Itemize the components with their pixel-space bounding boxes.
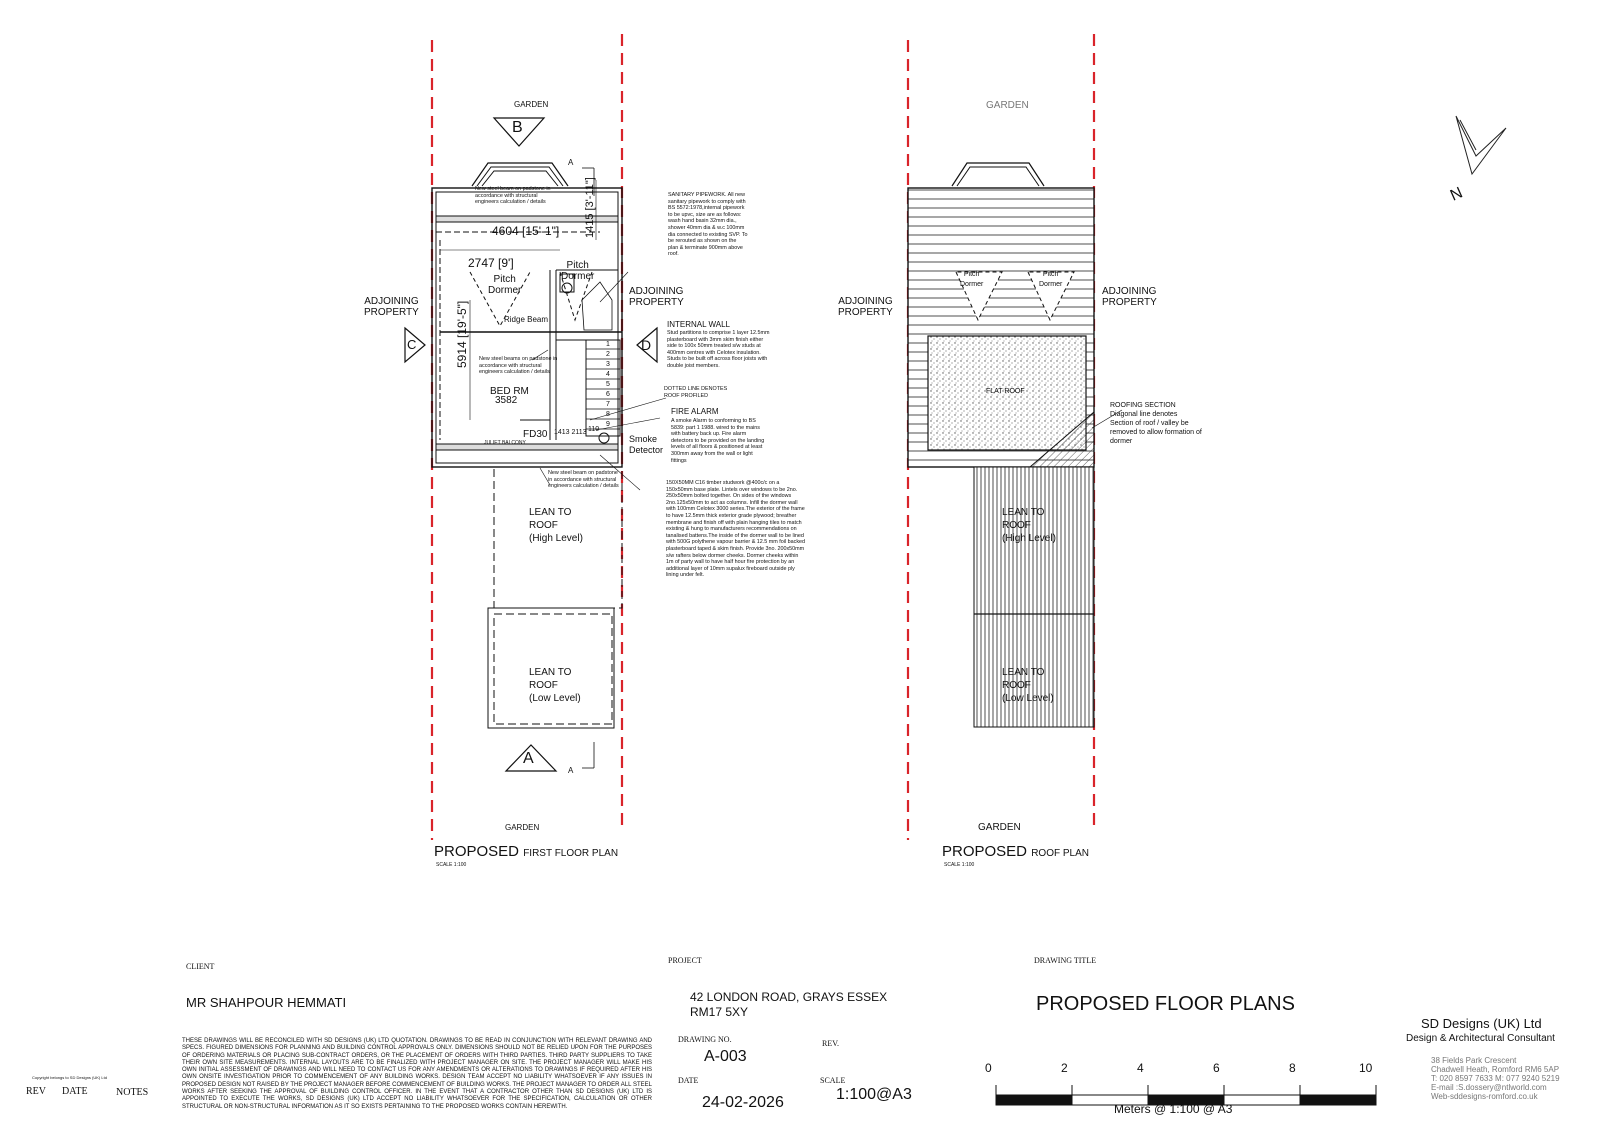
lean-to-roof-low-2: LEAN TO ROOF (Low Level) <box>1002 667 1054 704</box>
steel-beam-note-mid: New steel beams on padstone in accordance with structural engineers calculation / details <box>479 356 558 376</box>
scale-tick-0: 0 <box>985 1061 992 1075</box>
north-arrow-icon: N <box>1447 184 1466 205</box>
revision-column-rev: REV <box>26 1086 46 1097</box>
plan1-scale: SCALE 1:100 <box>436 862 467 868</box>
section-line-label-top: A <box>568 158 574 167</box>
pitch-dormer-left: Pitch Dormer <box>488 274 522 296</box>
roof-pitch-dormer-left: Pitch Dormer <box>960 271 984 288</box>
roofing-section-title: ROOFING SECTION <box>1110 402 1176 409</box>
drawing-title-label: DRAWING TITLE <box>1034 956 1097 965</box>
lean-to-roof-high-2: LEAN TO ROOF (High Level) <box>1002 507 1056 544</box>
section-marker-c: C <box>407 337 417 352</box>
scale-label: SCALE <box>820 1076 846 1085</box>
scale-tick-2: 2 <box>1061 1061 1068 1075</box>
fire-alarm-title: FIRE ALARM <box>671 407 719 416</box>
copyright-note: Copyright belongs to SD Designs (UK) Ltd <box>32 1075 107 1080</box>
dimension-depth: 5914 [19'-5"] <box>455 300 469 368</box>
roof-adjoining-left: ADJOINING PROPERTY <box>838 296 893 318</box>
steel-beam-note-bottom: New steel beam on padstone in accordance with structural engineers calculation / details <box>548 470 619 490</box>
rev-label: REV. <box>822 1039 839 1048</box>
bedroom-dimension: 3582 <box>495 395 518 406</box>
revision-column-notes: NOTES <box>116 1087 149 1098</box>
juliet-balcony-label: JULIET BALCONY <box>484 440 526 446</box>
stair-dimensions: 1413 2113 <box>554 429 587 436</box>
fire-alarm-note: A smoke Alarm to conforming to BS 5839: part 1 1988. wired to the mains with battery back up. Fire alarm detectors to be provided on the landing levels of all floors & positioned at least 300mm away from the wall or light fittings <box>671 418 765 464</box>
scale-tick-4: 4 <box>1137 1061 1144 1075</box>
fire-door-label: FD30 <box>523 429 548 440</box>
garden-label-bottom: GARDEN <box>505 823 540 832</box>
project-address: 42 LONDON ROAD, GRAYS ESSEX RM17 5XY <box>690 990 888 1019</box>
scale-tick-10: 10 <box>1359 1061 1373 1075</box>
bedroom-label: BED RM <box>490 386 529 397</box>
scale-bar-label: Meters @ 1:100 @ A3 <box>1114 1102 1233 1116</box>
section-marker-d: D <box>641 337 652 353</box>
stair-dimension-short: 110 <box>588 426 600 433</box>
garden-label-top: GARDEN <box>514 100 549 109</box>
north-arrow-lines <box>1456 116 1506 174</box>
stair-step-numbers: 1 2 3 4 5 6 7 8 9 <box>606 341 610 428</box>
sanitary-pipework-note: SANITARY PIPEWORK. All new sanitary pipework to comply with BS 5572:1978,internal pipework to be upvc, size are as follows: wash hand basin 32mm dia., shower 40mm dia & w.c 100mm dia connected to existing SVP. To be rerouted as shown on the plan & terminate 900mm above roof. <box>668 192 748 258</box>
roofing-section-note: Diagonal line denotes Section of roof / valley be removed to allow formation of dormer <box>1110 411 1202 445</box>
company-tagline: Design & Architectural Consultant <box>1406 1033 1555 1044</box>
client-label: CLIENT <box>186 962 215 971</box>
dimension-width: 4604 [15'-1"] <box>492 224 560 238</box>
scale-tick-6: 6 <box>1213 1061 1220 1075</box>
plan2-scale: SCALE 1:100 <box>944 862 975 868</box>
drawing-date: 24-02-2026 <box>702 1094 784 1111</box>
scale-tick-8: 8 <box>1289 1061 1296 1075</box>
section-line-label-bottom: A <box>568 766 574 775</box>
internal-wall-title: INTERNAL WALL <box>667 320 730 329</box>
ridge-beam-label: Ridge Beam <box>504 315 549 324</box>
company-name: SD Designs (UK) Ltd <box>1421 1016 1542 1031</box>
internal-wall-note: Stud partitions to comprise 1 layer 12.5mm plasterboard with 3mm skim finish either side to 100x 50mm treated s/w studs at 400mm centres with Celotex insulation. Studs to be built off across floor joists with double joist members. <box>667 330 770 369</box>
smoke-detector-label: Smoke Detector <box>629 434 664 455</box>
roof-garden-label-bottom: GARDEN <box>978 822 1021 833</box>
lean-to-roof-high-1: LEAN TO ROOF (High Level) <box>529 507 583 544</box>
plan2-title: PROPOSED ROOF PLAN <box>942 843 1089 860</box>
adjoining-property-right: ADJOINING PROPERTY <box>629 286 684 308</box>
drawing-no-label: DRAWING NO. <box>678 1035 732 1044</box>
pitch-dormer-right: Pitch Dormer <box>561 260 595 282</box>
plan1-title: PROPOSED FIRST FLOOR PLAN <box>434 843 619 860</box>
dimension-right: 1415 [3'-11"] <box>584 177 596 238</box>
section-marker-b: B <box>512 119 523 136</box>
revision-column-date: DATE <box>62 1086 88 1097</box>
adjoining-property-left: ADJOINING PROPERTY <box>364 296 419 318</box>
flat-roof-label: FLAT ROOF <box>986 388 1025 395</box>
roof-garden-label-top: GARDEN <box>986 100 1029 111</box>
drawing-scale: 1:100@A3 <box>836 1086 912 1103</box>
dotted-line-note: DOTTED LINE DENOTES ROOF PROFILED <box>664 386 728 399</box>
section-marker-a: A <box>523 750 534 767</box>
roof-adjoining-right: ADJOINING PROPERTY <box>1102 286 1157 308</box>
roof-pitch-dormer-right: Pitch Dormer <box>1039 271 1063 288</box>
lean-to-roof-low-1: LEAN TO ROOF (Low Level) <box>529 667 581 704</box>
dimension-inner: 2747 [9'] <box>468 256 514 270</box>
disclaimer-text: THESE DRAWINGS WILL BE RECONCILED WITH SD DESIGNS (UK) LTD QUOTATION. DRAWINGS TO BE READ IN CONJUNCTION WITH RELEVANT DRAWING AND SPECS. FIGURED DIMENSIONS FOR PLANNING AND BUILDING CONTROL APPROVALS ONLY. DIMENSIONS SHOULD NOT BE RELIED UPON FOR THE PURPOSES OF ORDERING MATERIALS OR PLACING SUB-CONTRACT ORDERS, OR THE PLACEMENT OF ORDERS WITH THIRD PARTIES. THIRD PARTY SUPPLIERS TO TAKE THEIR OWN SITE MEASUREMENTS. INTERNAL LAYOUTS ARE TO BE FINALIZED WITH PROJECT MANAGER ON SITE. THE PROJECT MANAGER WILL MAKE HIS OWN INITIAL ASSESSMENT OF DRAWINGS AND WILL NEED TO CONTACT US FOR ANY AMENDMENTS OR ALTERATIONS TO DRAWINGS IF REQUIRED AFTER HIS OWN ONSITE INVESTIGATION PRIOR TO COMMENCEMENT OF ANY BUILDING WORKS. DESIGN TEAM ACCEPT NO LIABILITY WHATSOEVER IF ANY ISSUES IN PROPOSED DESIGN NOT RAISED BY THE PROJECT MANAGER BEFORE COMMENCEMENT OF BUILDING WORKS. THE PROJECT MANAGER TO ORDER ALL STEEL WORKS AFTER SEEKING THE APPROVAL OF BUILDING CONTROL OFFICER. IN THE EVENT THAT A CONTRACTOR OTHER THAN SD DESIGNS (UK) LTD IS APPOINTED TO EXECUTE THE WORKS, SD DESIGNS (UK) LTD ACCEPT NO LIABILITY WHATSOEVER FOR THE SPECIFICATION, CALCULATION OR OTHER STRUCTURAL OR NON-STRUCTURAL INFORMATION AS IT SO EXISTS PERTAINING TO THE PROPOSED WORKS CONTAIN HEREWITH. <box>182 1038 652 1110</box>
client-name: MR SHAHPOUR HEMMATI <box>186 995 347 1010</box>
company-contact: 38 Fields Park Crescent Chadwell Heath, Romford RM6 5AP T: 020 8597 7633 M: 077 9240 5219 E-mail :S.dossery@ntlworld.com Web-sddesigns-romford.co.uk <box>1431 1056 1560 1101</box>
dormer-studwork-note: 150X50MM C16 timber studwork @400c/c on a 150x50mm base plate. Lintels over windows to be 2no. 250x50mm bolted together. On sides of the windows 2no.125x50mm to act as columns. Infill the dormer wall with 100mm Celotex 3000 series.The exterior of the frame to have 12.5mm thick exterior grade plywood; breather membrane and finish off with plain hanging tiles to match existing & hung to manufacturers recommendations on tanalised battens.The inside of the dormer wall to be lined with 500G polythene vapour barrier & 12.5 mm foil backed plasterboard taped & skim finish. Provide 3no. 200x50mm s/w rafters below dormer cheeks. Dormer cheeks within 1m of party wall to have half hour fire protection by an additional layer of 10mm supalux fireboard outside ply lining under felt. <box>666 480 806 579</box>
roof-plan-lines <box>908 163 1122 727</box>
drawing-no: A-003 <box>704 1048 747 1065</box>
date-label: DATE <box>678 1076 699 1085</box>
drawing-title: PROPOSED FLOOR PLANS <box>1036 993 1295 1015</box>
steel-beam-note-top: New steel beam on padstone in accordance with structural engineers calculation / details <box>475 186 551 206</box>
project-label: PROJECT <box>668 956 702 965</box>
